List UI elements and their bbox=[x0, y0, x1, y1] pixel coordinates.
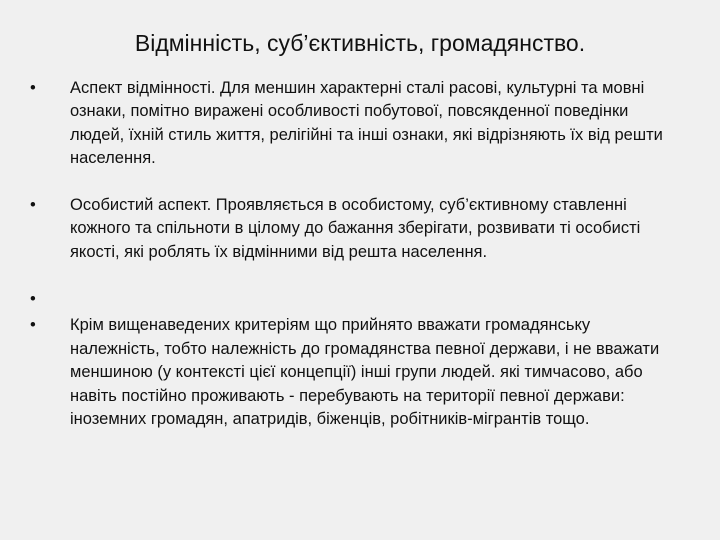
bullet-lead: Особистий аспект. bbox=[70, 196, 212, 214]
bullet-lead: Аспект відмінності. bbox=[70, 79, 216, 97]
bullet-text: Крім вищенаведених критеріям що прийнято вважати громадянську належність, тобто належність до громадянства певної держави, і не вважати меншиною (у контексті цієї концепції) інші групи людей. які тимчасово, або навіть постійно проживають - перебувають на території певної держави: іноземних громадян, апатридів, біженців, робітників-мігрантів тощо. bbox=[70, 316, 660, 429]
bullet-text: Для меншин характерні сталі расові, культурні та мовні ознаки, помітно виражені особливості побутової, повсякденної поведінки людей, їхній стиль життя, релігійні та інші ознаки, які відрізняють їх від решти населення. bbox=[70, 79, 663, 168]
slide-title: Відмінність, суб’єктивність, громадянство. bbox=[134, 30, 586, 56]
bullet-text: Проявляється в особистому, суб’єктивному ставленні кожного та спільноти в цілому до бажання зберігати, розвивати ті особисті якості, які роблять їх відмінними від решта населення. bbox=[70, 196, 641, 261]
bullet-dot: • bbox=[30, 79, 36, 97]
bullet-item-citizenship bbox=[30, 314, 670, 431]
bullet-dot: • bbox=[30, 290, 36, 308]
bullet-item-difference bbox=[30, 77, 670, 194]
bullet-dot: • bbox=[30, 316, 36, 335]
bullet-item-personal bbox=[30, 194, 670, 288]
bullet-item-empty bbox=[30, 288, 670, 311]
bullet-list bbox=[30, 77, 670, 431]
bullet-dot: • bbox=[30, 196, 36, 214]
